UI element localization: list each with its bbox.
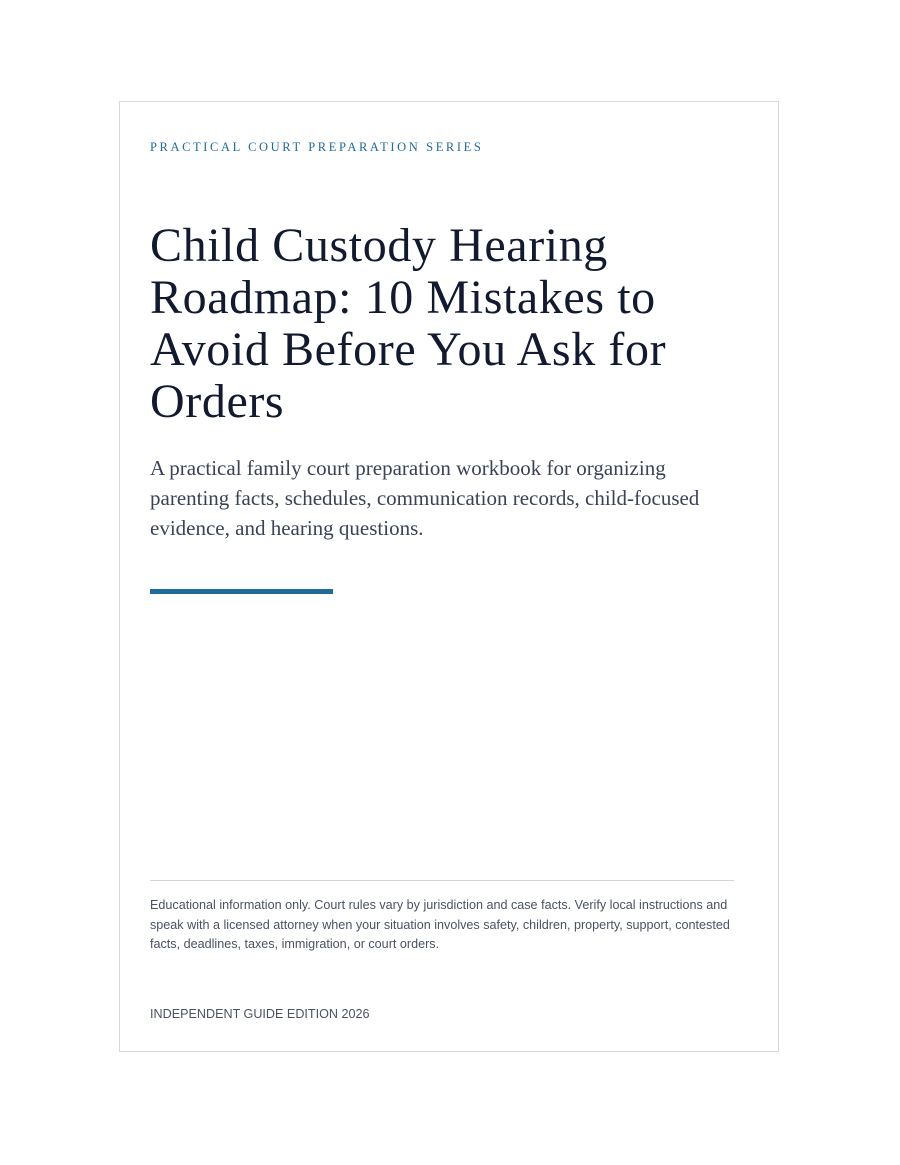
edition-label: INDEPENDENT GUIDE EDITION 2026 <box>150 1007 370 1021</box>
accent-bar <box>150 589 333 594</box>
divider-line <box>150 880 734 881</box>
disclaimer-text: Educational information only. Court rules vary by jurisdiction and case facts. Verify local instructions and speak with a licensed attorney when your situation involves safety, children, property, support, contested facts, deadlines, taxes, immigration, or court orders. <box>150 898 730 951</box>
book-cover <box>119 101 779 1052</box>
series-label: PRACTICAL COURT PREPARATION SERIES <box>150 140 484 154</box>
cover-subtitle: A practical family court preparation workbook for organizing parenting facts, schedules, communication records, child-focused evidence, and hearing questions. <box>150 456 700 540</box>
cover-title: Child Custody Hearing Roadmap: 10 Mistakes to Avoid Before You Ask for Orders <box>150 219 667 428</box>
